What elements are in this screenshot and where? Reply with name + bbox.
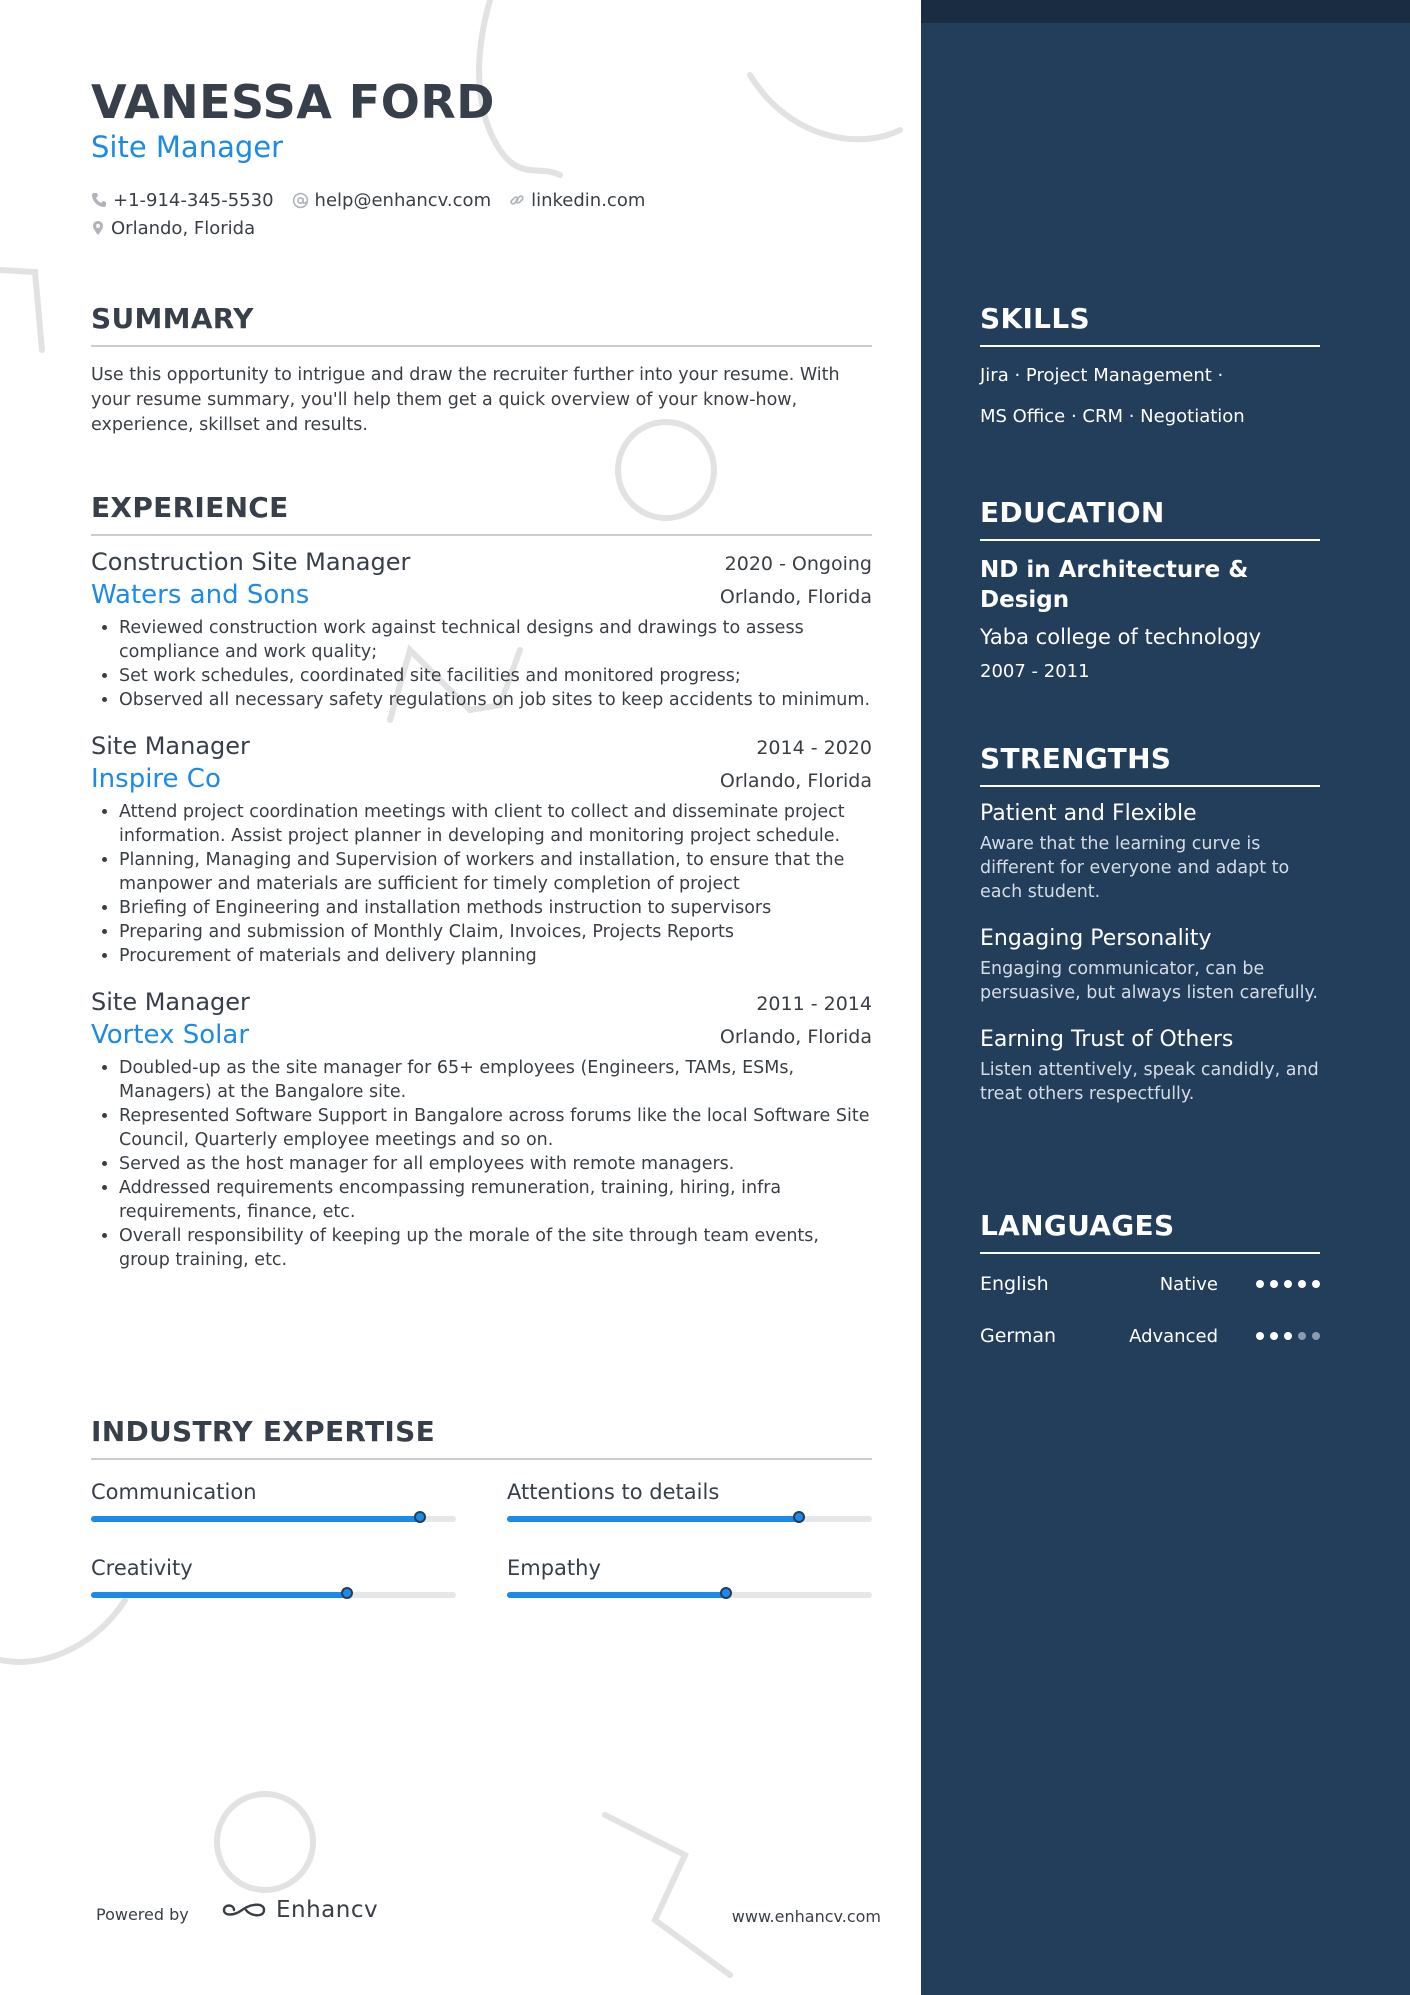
skills-line: MS Office · CRM · Negotiation	[980, 406, 1245, 427]
job-bullet: • Served as the host manager for all employees with remote managers.	[119, 1152, 872, 1176]
language-dot-filled	[1284, 1332, 1292, 1340]
company-name[interactable]: Inspire Co	[91, 764, 221, 794]
expertise-bar-fill	[507, 1516, 799, 1522]
expertise-item	[507, 1480, 872, 1522]
job-bullets	[91, 800, 872, 968]
job-entry	[91, 732, 872, 968]
job-bullet: • Reviewed construction work against technical designs and drawings to assess compliance and work quality;	[119, 616, 872, 664]
language-name: English	[980, 1273, 1049, 1295]
job-dates: 2011 - 2014	[756, 993, 872, 1015]
linkedin-url: linkedin.com	[531, 189, 646, 211]
at-icon	[292, 192, 309, 209]
language-row	[980, 1310, 1320, 1362]
job-bullet: • Overall responsibility of keeping up the morale of the site through team events, group training, etc.	[119, 1224, 872, 1272]
job-entry	[91, 988, 872, 1272]
enhancv-brand: Enhancv	[276, 1897, 379, 1923]
company-name[interactable]: Waters and Sons	[91, 580, 310, 610]
job-title: Site Manager	[91, 988, 250, 1016]
expertise-bar-knob	[341, 1587, 353, 1599]
job-bullet: • Attend project coordination meetings with client to collect and disseminate project information. Assist project planner in developing and monitoring project schedule.	[119, 800, 872, 848]
strength-title: Patient and Flexible	[980, 801, 1197, 826]
languages-heading: LANGUAGES	[980, 1209, 1320, 1254]
expertise-bar-knob	[793, 1511, 805, 1523]
expertise-section	[91, 1415, 872, 1598]
job-bullet: • Doubled-up as the site manager for 65+ employees (Engineers, TAMs, ESMs, Managers) at the Bangalore site.	[119, 1056, 872, 1104]
language-dot-filled	[1284, 1280, 1292, 1288]
job-bullet: • Briefing of Engineering and installation methods instruction to supervisors	[119, 896, 872, 920]
strengths-section	[980, 742, 1320, 1106]
expertise-grid	[91, 1480, 872, 1598]
summary-text: Use this opportunity to intrigue and draw the recruiter further into your resume. With your resume summary, you'll help them get a quick overview of your know-how, experience, skillset and results.	[91, 365, 840, 435]
language-row	[980, 1258, 1320, 1310]
email-address: help@enhancv.com	[314, 189, 492, 211]
school-name: Yaba college of technology	[980, 625, 1262, 649]
sidebar-top-band	[921, 0, 1410, 23]
job-bullet: • Represented Software Support in Bangalore across forums like the local Software Site Council, Quarterly employee meetings and so on.	[119, 1104, 872, 1152]
strength-item	[980, 1027, 1320, 1106]
sidebar	[921, 0, 1410, 1995]
job-location: Orlando, Florida	[719, 1026, 872, 1048]
expertise-name: Attentions to details	[507, 1480, 720, 1504]
expertise-item	[507, 1556, 872, 1598]
job-location: Orlando, Florida	[719, 586, 872, 608]
expertise-name: Empathy	[507, 1556, 601, 1580]
job-bullet: • Observed all necessary safety regulations on job sites to keep accidents to minimum.	[119, 688, 872, 712]
language-dot-filled	[1270, 1332, 1278, 1340]
company-name[interactable]: Vortex Solar	[91, 1020, 250, 1050]
expertise-heading: INDUSTRY EXPERTISE	[91, 1415, 872, 1460]
language-dot-empty	[1312, 1332, 1320, 1340]
education-heading: EDUCATION	[980, 496, 1320, 541]
location-pin-icon	[91, 220, 105, 236]
job-bullet: • Procurement of materials and delivery planning	[119, 944, 872, 968]
footer-website[interactable]: www.enhancv.com	[731, 1907, 881, 1926]
skills-section	[980, 302, 1320, 437]
expertise-bar	[91, 1516, 456, 1522]
language-dot-filled	[1256, 1332, 1264, 1340]
language-level: Native	[1159, 1273, 1218, 1295]
enhancv-logo-icon	[220, 1898, 268, 1922]
expertise-bar	[507, 1592, 872, 1598]
language-dots	[1250, 1280, 1320, 1288]
expertise-bar-fill	[91, 1592, 347, 1598]
language-dot-filled	[1270, 1280, 1278, 1288]
strength-desc: Aware that the learning curve is different for everyone and adapt to each student.	[980, 834, 1290, 902]
education-section	[980, 496, 1320, 682]
expertise-bar-knob	[414, 1511, 426, 1523]
expertise-bar-fill	[507, 1592, 726, 1598]
expertise-name: Communication	[91, 1480, 257, 1504]
link-icon	[509, 192, 525, 208]
strength-desc: Engaging communicator, can be persuasive, but always listen carefully.	[980, 959, 1318, 1003]
email-contact[interactable]	[292, 190, 492, 211]
experience-section	[91, 491, 872, 1272]
contact-info	[91, 187, 663, 243]
strength-item	[980, 926, 1320, 1005]
skills-line: Jira · Project Management ·	[980, 365, 1224, 386]
enhancv-logo[interactable]	[220, 1897, 378, 1923]
language-name: German	[980, 1325, 1057, 1347]
main-column	[91, 0, 881, 1995]
skills-heading: SKILLS	[980, 302, 1320, 347]
job-bullets	[91, 616, 872, 712]
summary-heading: SUMMARY	[91, 302, 872, 347]
language-dot-filled	[1298, 1280, 1306, 1288]
expertise-item	[91, 1480, 456, 1522]
candidate-name: VANESSA FORD	[91, 75, 495, 129]
job-title: Construction Site Manager	[91, 548, 411, 576]
language-dot-filled	[1256, 1280, 1264, 1288]
languages-section	[980, 1209, 1320, 1362]
language-level: Advanced	[1129, 1325, 1218, 1347]
strength-title: Engaging Personality	[980, 926, 1212, 951]
language-dot-empty	[1298, 1332, 1306, 1340]
job-bullet: • Addressed requirements encompassing remuneration, training, hiring, infra requirements, finance, etc.	[119, 1176, 872, 1224]
job-bullet: • Preparing and submission of Monthly Claim, Invoices, Projects Reports	[119, 920, 872, 944]
phone-contact[interactable]	[91, 190, 274, 211]
expertise-bar-knob	[720, 1587, 732, 1599]
job-bullets	[91, 1056, 872, 1272]
experience-heading: EXPERIENCE	[91, 491, 872, 536]
footer	[96, 1897, 881, 1935]
expertise-name: Creativity	[91, 1556, 193, 1580]
strength-desc: Listen attentively, speak candidly, and treat others respectfully.	[980, 1060, 1319, 1104]
location-contact	[91, 218, 255, 239]
phone-icon	[91, 192, 107, 208]
strengths-heading: STRENGTHS	[980, 742, 1320, 787]
linkedin-contact[interactable]	[509, 190, 645, 211]
language-dots	[1250, 1332, 1320, 1340]
expertise-bar-fill	[91, 1516, 420, 1522]
education-dates: 2007 - 2011	[980, 661, 1090, 682]
job-location: Orlando, Florida	[719, 770, 872, 792]
expertise-bar	[507, 1516, 872, 1522]
expertise-bar	[91, 1592, 456, 1598]
candidate-role: Site Manager	[91, 130, 284, 164]
summary-section	[91, 302, 872, 438]
strength-title: Earning Trust of Others	[980, 1027, 1234, 1052]
powered-by-label: Powered by	[96, 1905, 189, 1924]
strength-item	[980, 801, 1320, 904]
job-dates: 2020 - Ongoing	[724, 553, 872, 575]
job-entry	[91, 548, 872, 712]
job-dates: 2014 - 2020	[756, 737, 872, 759]
location-text: Orlando, Florida	[111, 217, 256, 239]
job-title: Site Manager	[91, 732, 250, 760]
job-bullet: • Set work schedules, coordinated site facilities and monitored progress;	[119, 664, 872, 688]
phone-number: +1-914-345-5530	[113, 189, 274, 211]
degree-title: ND in Architecture & Design	[980, 557, 1249, 613]
job-bullet: • Planning, Managing and Supervision of workers and installation, to ensure that the manpower and materials are sufficient for timely completion of project	[119, 848, 872, 896]
expertise-item	[91, 1556, 456, 1598]
language-dot-filled	[1312, 1280, 1320, 1288]
